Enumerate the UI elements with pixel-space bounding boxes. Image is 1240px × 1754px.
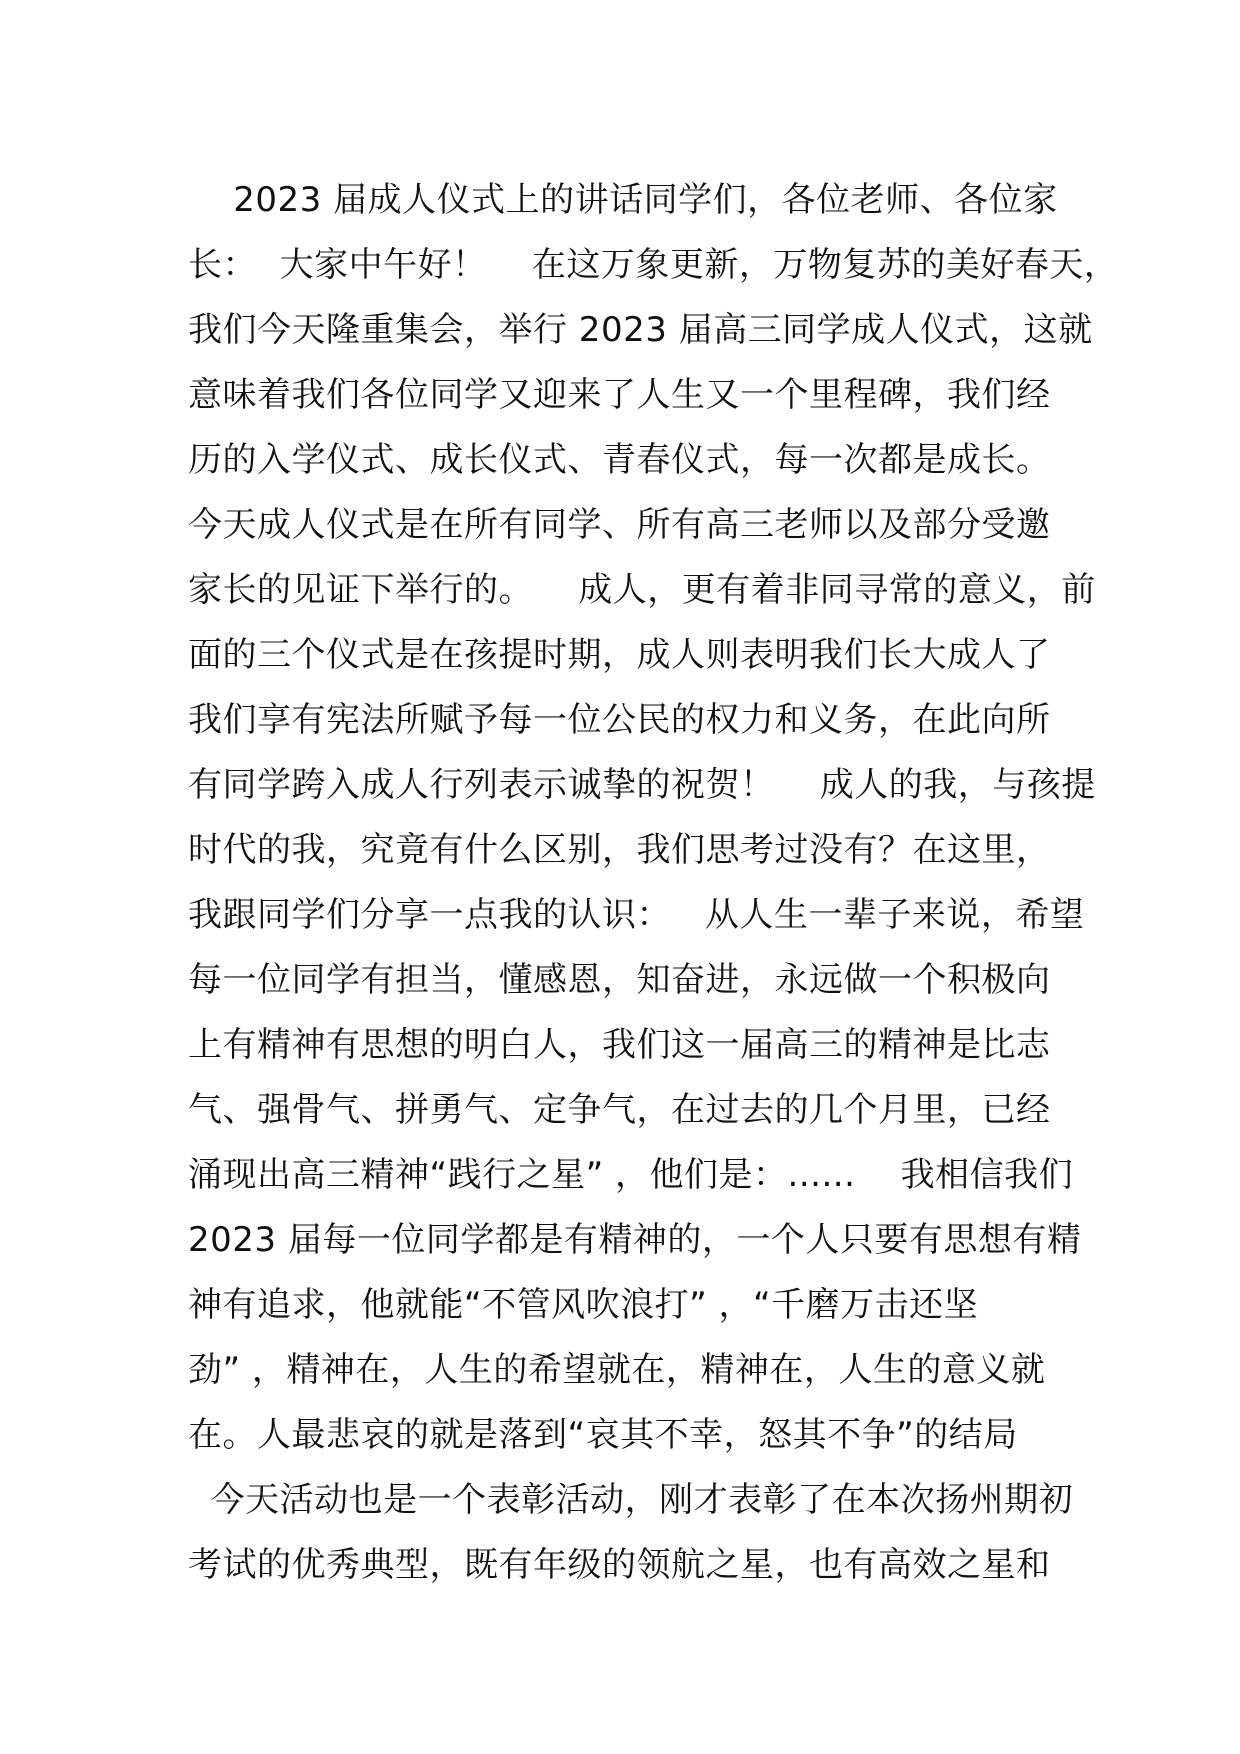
text-line: 涌现出高三精神“践行之星” ，他们是：...... 我相信我们 xyxy=(188,1155,1074,1195)
text-line: 气、强骨气、拼勇气、定争气，在过去的几个月里，已经 xyxy=(188,1090,1051,1130)
text-line: 每一位同学有担当，懂感恩，知奋进，永远做一个积极向 xyxy=(188,960,1051,1000)
text-line: 神有追求，他就能“不管风吹浪打” ，“千磨万击还坚 xyxy=(188,1285,979,1325)
text-line: 2023 届每一位同学都是有精神的，一个人只要有思想有精 xyxy=(188,1220,1082,1260)
text-line: 2023 届成人仪式上的讲话同学们，各位老师、各位家 xyxy=(188,180,1058,220)
text-line: 长： 大家中午好！ 在这万象更新，万物复苏的美好春天， xyxy=(188,245,1119,285)
text-line: 上有精神有思想的明白人，我们这一届高三的精神是比志 xyxy=(188,1025,1051,1065)
text-line: 面的三个仪式是在孩提时期，成人则表明我们长大成人了 xyxy=(188,635,1051,675)
text-line: 在。人最悲哀的就是落到“哀其不幸，怒其不争”的结局 xyxy=(188,1415,1018,1455)
text-line: 历的入学仪式、成长仪式、青春仪式，每一次都是成长。 xyxy=(188,440,1051,480)
text-line: 今天活动也是一个表彰活动，刚才表彰了在本次扬州期初 xyxy=(188,1480,1074,1520)
text-line: 劲” ，精神在，人生的希望就在，精神在，人生的意义就 xyxy=(188,1350,1046,1390)
text-line: 我跟同学们分享一点我的认识： 从人生一辈子来说，希望 xyxy=(188,895,1085,935)
text-line: 考试的优秀典型，既有年级的领航之星，也有高效之星和 xyxy=(188,1545,1051,1585)
text-line: 今天成人仪式是在所有同学、所有高三老师以及部分受邀 xyxy=(188,505,1051,545)
text-line: 意味着我们各位同学又迎来了人生又一个里程碑，我们经 xyxy=(188,375,1051,415)
text-line: 我们享有宪法所赋予每一位公民的权力和义务，在此向所 xyxy=(188,700,1051,740)
text-line: 有同学跨入成人行列表示诚挚的祝贺！ 成人的我，与孩提 xyxy=(188,765,1096,805)
text-line: 时代的我，究竟有什么区别，我们思考过没有？在这里， xyxy=(188,830,1051,870)
speech-body-text xyxy=(188,172,1119,1602)
text-line: 家长的见证下举行的。 成人，更有着非同寻常的意义，前 xyxy=(188,570,1096,610)
text-line: 我们今天隆重集会，举行 2023 届高三同学成人仪式，这就 xyxy=(188,310,1093,350)
